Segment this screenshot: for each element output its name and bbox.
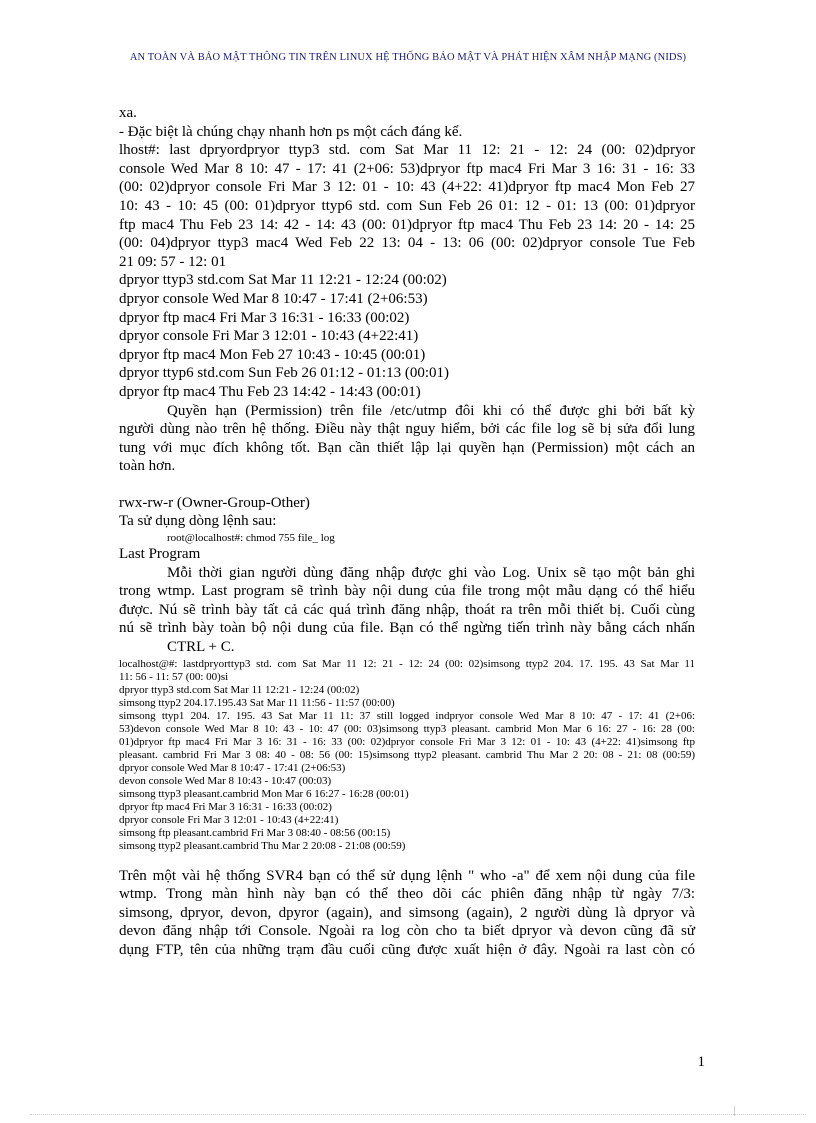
paragraph-line: simsong, dpryor, devon, dpyror (again), and simsong (again), 2 người dùng là dpryor và (119, 904, 695, 921)
spacer (119, 476, 695, 494)
paragraph-line: wtmp. Trong màn hình này bạn có thể theo dõi các phiên đăng nhập từ ngày 7/3: (119, 886, 695, 903)
paragraph-line: được. Nú sẽ trình bày tất cả các quá trình đăng nhập, thoát ra trên mỗi thiết bị. Cuối cùng (119, 601, 695, 618)
output-line: simsong ttyp2 pleasant.cambrid Thu Mar 2 20:08 - 21:08 (00:59) (119, 839, 406, 852)
dpryor-line: dpryor ftp mac4 Mon Feb 27 10:43 - 10:45 (00:01) (119, 346, 426, 363)
page-number: 1 (697, 1054, 705, 1070)
output-line: simsong ftp pleasant.cambrid Fri Mar 3 08:40 - 08:56 (00:15) (119, 826, 391, 839)
dpryor-line: dpryor ftp mac4 Fri Mar 3 16:31 - 16:33 (00:02) (119, 309, 410, 326)
permission-paragraph (119, 402, 695, 476)
footer-tick (734, 1106, 735, 1116)
output-line: 01)dpryor ftp mac4 Fri Mar 3 16: 31 - 16: 33 (00: 02)dpryor console Fri Mar 3 12: 01 - 10: 43 (4+22: 41)simsong ftp (119, 735, 695, 748)
output-line: simsong ttyp1 204. 17. 195. 43 Sat Mar 11 11: 37 still logged indpryor console Wed Mar 8 10: 47 - 17: 41 (2+06: (119, 709, 695, 722)
page-body (119, 104, 695, 960)
lhost-line: 10: 43 - 10: 45 (00: 01)dpryor ttyp6 std. com Sun Feb 26 01: 12 - 01: 13 (00: 01)dpryor (119, 197, 695, 214)
output-line: 53)devon console Wed Mar 8 10: 43 - 10: 47 (00: 03)simsong ttyp3 pleasant. cambrid Mon Mar 6 16: 27 - 16: 28 (00: (119, 722, 695, 735)
paragraph-line: người dùng nào trên hệ thống. Điều này thật nguy hiểm, bởi các file log sẽ bị sửa đổi lung (119, 421, 695, 438)
footer-divider (30, 1114, 806, 1115)
text-line-speed: - Đặc biệt là chúng chạy nhanh hơn ps một cách đáng kể. (119, 123, 463, 140)
output-line: dpryor ttyp3 std.com Sat Mar 11 12:21 - 12:24 (00:02) (119, 683, 360, 696)
spacer (119, 853, 695, 867)
command-intro: Ta sử dụng dòng lệnh sau: (119, 513, 277, 530)
dpryor-list (119, 271, 695, 401)
output-line: simsong ttyp2 204.17.195.43 Sat Mar 11 11:56 - 11:57 (00:00) (119, 696, 395, 709)
text-line-xa: xa. (119, 105, 137, 121)
lhost-line: lhost#: last dpryordpryor ttyp3 std. com Sat Mar 11 12: 21 - 12: 24 (00: 02)dpryor (119, 142, 695, 159)
output-line: 11: 56 - 11: 57 (00: 00)si (119, 670, 229, 683)
dpryor-line: dpryor ttyp6 std.com Sun Feb 26 01:12 - 01:13 (00:01) (119, 365, 449, 382)
lhost-line: ftp mac4 Thu Feb 23 14: 42 - 14: 43 (00: 01)dpryor ftp mac4 Thu Feb 23 14: 20 - 14: 25 (119, 216, 695, 233)
localhost-output-block (119, 658, 695, 853)
dpryor-line: dpryor ftp mac4 Thu Feb 23 14:42 - 14:43 (00:01) (119, 383, 421, 400)
output-line: localhost@#: lastdpryorttyp3 std. com Sat Mar 11 12: 21 - 12: 24 (00: 02)simsong ttyp2 204. 17. 195. 43 Sat Mar 11 (119, 657, 695, 670)
output-line: dpryor console Wed Mar 8 10:47 - 17:41 (2+06:53) (119, 761, 346, 774)
paragraph-line: toàn hơn. (119, 458, 176, 475)
lhost-line: (00: 04)dpryor ttyp3 mac4 Wed Feb 22 13: 04 - 13: 06 (00: 02)dpryor console Tue Feb (119, 235, 695, 252)
last-program-paragraph (119, 564, 695, 657)
output-line: dpryor ftp mac4 Fri Mar 3 16:31 - 16:33 (00:02) (119, 800, 332, 813)
paragraph-line: tung với mục đích không tốt. Bạn cần thiết lập lại quyền hạn (Permission) một cách an (119, 439, 695, 456)
output-line: simsong ttyp3 pleasant.cambrid Mon Mar 6 16:27 - 16:28 (00:01) (119, 787, 409, 800)
dpryor-line: dpryor ttyp3 std.com Sat Mar 11 12:21 - 12:24 (00:02) (119, 272, 447, 289)
paragraph-line: Mỗi thời gian người dùng đăng nhập được ghi vào Log. Unix sẽ tạo một bản ghi (167, 564, 695, 581)
lhost-output-block (119, 141, 695, 271)
paragraph-line: dụng FTP, tên của những trạm đầu cuối cũng được xuất hiện ở đây. Ngoài ra last còn có (119, 942, 695, 958)
paragraph-line: Trên một vài hệ thống SVR4 bạn có thể sử dụng lệnh " who -a" để xem nội dung của file (119, 867, 695, 884)
paragraph-line: devon đăng nhập tới Console. Ngoài ra log còn cho ta biết dpryor và devon cũng đã sử (119, 923, 695, 940)
lhost-line: (00: 02)dpryor console Fri Mar 3 12: 01 - 10: 43 (4+22: 41)dpryor ftp mac4 Mon Feb 27 (119, 179, 695, 196)
output-line: devon console Wed Mar 8 10:43 - 10:47 (00:03) (119, 774, 332, 787)
lhost-line: 21 09: 57 - 12: 01 (119, 253, 227, 270)
paragraph-line: trong wtmp. Last program sẽ trình bày nội dung của file trong một mẫu dạng có thể hiểu (119, 583, 695, 600)
svr4-paragraph (119, 867, 695, 960)
output-line: dpryor console Fri Mar 3 12:01 - 10:43 (4+22:41) (119, 813, 339, 826)
lhost-line: console Wed Mar 8 10: 47 - 17: 41 (2+06: 53)dpryor ftp mac4 Fri Mar 3 16: 31 - 16: 33 (119, 160, 695, 177)
paragraph-line: CTRL + C. (167, 639, 235, 656)
paragraph-line: nú sẽ trình bày toàn bộ nội dung của file. Bạn có thể ngừng tiến trình này bằng cách nhấn (119, 620, 695, 637)
output-line: pleasant. cambrid Fri Mar 3 08: 40 - 08: 56 (00: 15)simsong ttyp2 pleasant. cambrid Thu Mar 2 20: 08 - 21: 08 (00:59) (119, 748, 695, 761)
command-line: root@localhost#: chmod 755 file_ log (167, 532, 335, 545)
dpryor-line: dpryor console Wed Mar 8 10:47 - 17:41 (2+06:53) (119, 290, 428, 307)
permission-format: rwx-rw-r (Owner-Group-Other) (119, 494, 310, 511)
running-header: AN TOÀN VÀ BẢO MẬT THÔNG TIN TRÊN LINUX HỆ THỐNG BẢO MẬT VÀ PHÁT HIỆN XÂM NHẬP MẠNG (NIDS) (129, 52, 687, 63)
paragraph-line: Quyền hạn (Permission) trên file /etc/utmp đôi khi có thể được ghi bởi bất kỳ (167, 402, 695, 419)
dpryor-line: dpryor console Fri Mar 3 12:01 - 10:43 (4+22:41) (119, 328, 419, 345)
section-title-last-program: Last Program (119, 546, 201, 563)
